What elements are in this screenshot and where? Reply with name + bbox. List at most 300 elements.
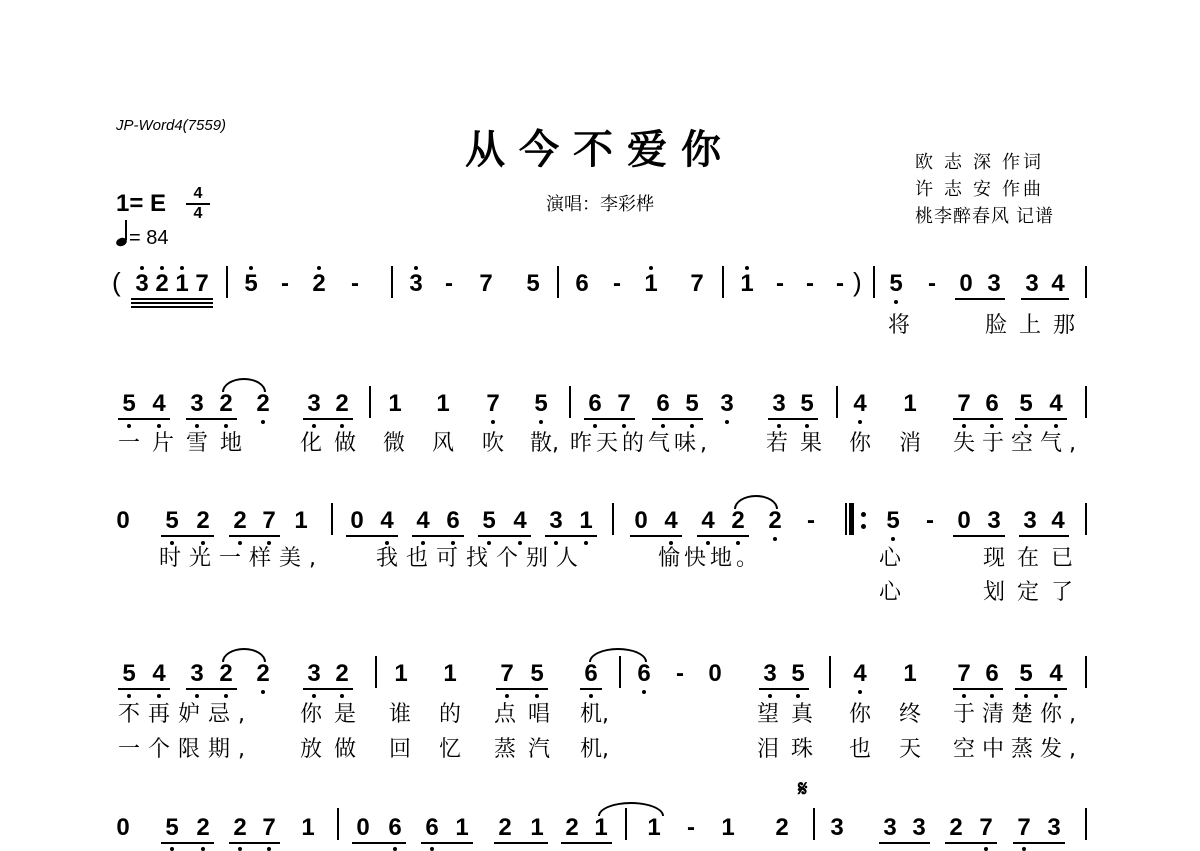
lyric: 于清楚你, (953, 702, 1083, 727)
octave-dot-low (858, 690, 862, 694)
lyric: 终 (899, 702, 934, 727)
lyric: 吹 (482, 431, 517, 456)
note: 5 (482, 507, 496, 534)
beam-underline (161, 535, 214, 537)
octave-dot-low (669, 541, 673, 545)
lyric: 散, (530, 431, 559, 456)
lyric: 放做 (300, 737, 369, 762)
note: 2 (256, 390, 270, 417)
barline (1085, 386, 1087, 418)
beam-underline (131, 302, 213, 304)
octave-dot-low (773, 537, 777, 541)
note: 4 (1051, 507, 1065, 534)
barline (836, 386, 838, 418)
note: 0 (959, 270, 973, 297)
beam-underline (229, 535, 280, 537)
tempo-value: = 84 (129, 227, 169, 249)
lyric: 时光一样美, (159, 546, 324, 571)
dash: - (806, 270, 814, 297)
lyric: 忆 (439, 737, 474, 762)
note: 5 (165, 814, 179, 841)
octave-dot-high (414, 266, 418, 270)
note: 3 (1023, 507, 1037, 534)
octave-dot-low (1024, 694, 1028, 698)
octave-dot-low (984, 847, 988, 851)
note: 5 (122, 390, 136, 417)
lyric: 风 (432, 431, 467, 456)
dash: - (613, 270, 621, 297)
octave-dot-low (201, 847, 205, 851)
beam-underline (412, 535, 464, 537)
dash: - (445, 270, 453, 297)
note: 1 (294, 507, 308, 534)
note: 4 (152, 660, 166, 687)
lyric: 愉快地。 (658, 546, 763, 571)
beam-underline (303, 688, 353, 690)
barline (829, 656, 831, 688)
beam-underline (953, 688, 1003, 690)
note: 7 (479, 270, 493, 297)
note: 2 (768, 507, 782, 534)
beam-underline (161, 842, 214, 844)
note: 7 (1017, 814, 1031, 841)
note: 6 (388, 814, 402, 841)
octave-dot-low (195, 424, 199, 428)
beam-underline (955, 298, 1005, 300)
note: 1 (903, 390, 917, 417)
note: 3 (1025, 270, 1039, 297)
note: 2 (498, 814, 512, 841)
octave-dot-low (127, 424, 131, 428)
note: 5 (244, 270, 258, 297)
note: 6 (656, 390, 670, 417)
octave-dot-low (690, 424, 694, 428)
octave-dot-low (267, 847, 271, 851)
note: 4 (1051, 270, 1065, 297)
octave-dot-low (238, 847, 242, 851)
key-signature: 1= E (116, 190, 167, 217)
note: 5 (122, 660, 136, 687)
octave-dot-low (340, 694, 344, 698)
lyric: 泪珠 (757, 737, 826, 762)
octave-dot-low (157, 424, 161, 428)
note: 5 (1019, 390, 1033, 417)
note: 2 (196, 507, 210, 534)
octave-dot-low (642, 690, 646, 694)
note: 6 (584, 660, 598, 687)
singer-credit: 演唱：李彩桦 (546, 194, 654, 214)
barline (369, 386, 371, 418)
note: 5 (1019, 660, 1033, 687)
beam-underline (494, 842, 548, 844)
note: 5 (800, 390, 814, 417)
lyric: 昨天的气味, (570, 431, 711, 456)
note: 2 (196, 814, 210, 841)
octave-dot-low (1024, 424, 1028, 428)
beam-underline (1013, 842, 1065, 844)
dash: - (926, 507, 934, 534)
note: 3 (135, 270, 149, 297)
note: 1 (388, 390, 402, 417)
note: 3 (1047, 814, 1061, 841)
quarter-note-stem (125, 220, 127, 240)
note: 1 (455, 814, 469, 841)
note: 1 (740, 270, 754, 297)
octave-dot-low (535, 694, 539, 698)
octave-dot-low (796, 694, 800, 698)
note: 4 (1049, 660, 1063, 687)
beam-underline (346, 535, 398, 537)
octave-dot-low (393, 847, 397, 851)
note: 0 (708, 660, 722, 687)
note: 1 (721, 814, 735, 841)
note: 1 (301, 814, 315, 841)
note: 1 (903, 660, 917, 687)
note: 5 (889, 270, 903, 297)
repeat-start-barline (845, 503, 855, 535)
dash: - (807, 507, 815, 534)
barline (873, 266, 875, 298)
dash: - (836, 270, 844, 297)
note: 5 (165, 507, 179, 534)
note: 2 (335, 660, 349, 687)
note: 5 (530, 660, 544, 687)
barline (375, 656, 377, 688)
note: 7 (500, 660, 514, 687)
beam-underline (496, 688, 548, 690)
lyric: 若果 (766, 431, 835, 456)
octave-dot-high (649, 266, 653, 270)
note: 3 (987, 507, 1001, 534)
beam-underline (652, 418, 703, 420)
note: 2 (335, 390, 349, 417)
note: 3 (883, 814, 897, 841)
note: 2 (219, 390, 233, 417)
note: 1 (644, 270, 658, 297)
lyric: 空中蒸发, (953, 737, 1083, 762)
octave-dot-low (518, 541, 522, 545)
octave-dot-low (224, 424, 228, 428)
lyric: 谁 (389, 702, 424, 727)
note: 2 (233, 507, 247, 534)
note: 2 (312, 270, 326, 297)
octave-dot-low (487, 541, 491, 545)
lyric: 心 (879, 546, 914, 571)
barline (612, 503, 614, 535)
note: 6 (446, 507, 460, 534)
octave-dot-high (317, 266, 321, 270)
time-signature-numerator: 4 (193, 185, 203, 202)
note: 0 (957, 507, 971, 534)
beam-underline (229, 842, 280, 844)
lyric: 的 (439, 702, 474, 727)
octave-dot-low (554, 541, 558, 545)
barline (1085, 266, 1087, 298)
note: 1 (394, 660, 408, 687)
note: 3 (987, 270, 1001, 297)
beam-underline (352, 842, 406, 844)
note: 7 (617, 390, 631, 417)
note: 5 (685, 390, 699, 417)
note: 6 (425, 814, 439, 841)
note: 3 (830, 814, 844, 841)
note: 5 (886, 507, 900, 534)
note: 4 (416, 507, 430, 534)
lyric: 点唱 (494, 702, 563, 727)
dash: - (351, 270, 359, 297)
lyric: 失于空气, (953, 431, 1083, 456)
note: 0 (356, 814, 370, 841)
note: 5 (526, 270, 540, 297)
note: 3 (409, 270, 423, 297)
octave-dot-low (593, 424, 597, 428)
barline (337, 808, 339, 840)
note: 7 (957, 390, 971, 417)
octave-dot-low (858, 420, 862, 424)
lyricist-credit: 欧 志 深 作词 (915, 152, 1045, 172)
octave-dot-high (249, 266, 253, 270)
beam-underline (1015, 688, 1067, 690)
note: 1 (594, 814, 608, 841)
octave-dot-low (312, 694, 316, 698)
barline (722, 266, 724, 298)
note: 1 (647, 814, 661, 841)
lyric: 脸上那 (985, 313, 1088, 338)
note: 2 (775, 814, 789, 841)
beam-underline (561, 842, 612, 844)
note: 4 (853, 660, 867, 687)
octave-dot-low (385, 541, 389, 545)
beam-underline (759, 688, 809, 690)
octave-dot-low (661, 424, 665, 428)
octave-dot-low (539, 420, 543, 424)
octave-dot-low (622, 424, 626, 428)
beam-underline (1015, 418, 1067, 420)
beam-underline (186, 688, 237, 690)
note: 1 (579, 507, 593, 534)
octave-dot-high (140, 266, 144, 270)
note: 7 (690, 270, 704, 297)
barline (1085, 656, 1087, 688)
beam-underline (186, 418, 237, 420)
barline (391, 266, 393, 298)
note: 3 (190, 660, 204, 687)
octave-dot-low (1054, 424, 1058, 428)
note: 1 (175, 270, 189, 297)
repeat-dot (861, 512, 866, 517)
note: 1 (530, 814, 544, 841)
octave-dot-low (451, 541, 455, 545)
beam-underline (1021, 298, 1069, 300)
beam-underline (580, 688, 602, 690)
lyric: 将 (888, 313, 923, 338)
barline (813, 808, 815, 840)
octave-dot-low (589, 694, 593, 698)
lyric: 机, (580, 737, 609, 762)
octave-dot-low (340, 424, 344, 428)
beam-underline (118, 688, 170, 690)
beam-underline (421, 842, 473, 844)
lyric: 现在已 (983, 546, 1086, 571)
note: 7 (195, 270, 209, 297)
lyric: 划定了 (983, 580, 1086, 605)
beam-underline (953, 418, 1003, 420)
octave-dot-low (312, 424, 316, 428)
octave-dot-low (201, 541, 205, 545)
note: 6 (985, 660, 999, 687)
lyric: 微 (383, 431, 418, 456)
octave-dot-low (127, 694, 131, 698)
source-label: JP-Word4(7559) (116, 117, 227, 134)
time-signature (186, 186, 210, 222)
note: 7 (979, 814, 993, 841)
note: 2 (155, 270, 169, 297)
lyric: 消 (899, 431, 934, 456)
barline (569, 386, 571, 418)
barline (1085, 503, 1087, 535)
note: 3 (912, 814, 926, 841)
octave-dot-high (160, 266, 164, 270)
note: 4 (853, 390, 867, 417)
lyric: 我也可找个别人 (376, 546, 587, 571)
note: 3 (772, 390, 786, 417)
barline (226, 266, 228, 298)
beam-underline (584, 418, 635, 420)
barline (557, 266, 559, 298)
barline (1085, 808, 1087, 840)
octave-dot-low (421, 541, 425, 545)
beam-underline (945, 842, 997, 844)
note: 0 (634, 507, 648, 534)
close-paren: ) (853, 267, 862, 297)
lyric: 一片雪地 (118, 431, 255, 456)
note: 2 (233, 814, 247, 841)
note: 6 (985, 390, 999, 417)
octave-dot-low (505, 694, 509, 698)
repeat-dot (861, 524, 866, 529)
octave-dot-high (745, 266, 749, 270)
note: 3 (763, 660, 777, 687)
octave-dot-low (195, 694, 199, 698)
note: 3 (307, 390, 321, 417)
note: 1 (436, 390, 450, 417)
barline (331, 503, 333, 535)
octave-dot-high (180, 266, 184, 270)
beam-underline (131, 298, 213, 300)
tempo-marking (116, 224, 168, 250)
octave-dot-low (891, 537, 895, 541)
beam-underline (879, 842, 930, 844)
note: 2 (256, 660, 270, 687)
octave-dot-low (768, 694, 772, 698)
note: 4 (513, 507, 527, 534)
note: 3 (549, 507, 563, 534)
octave-dot-low (261, 420, 265, 424)
lyric: 一个限期, (118, 737, 253, 762)
octave-dot-low (805, 424, 809, 428)
octave-dot-low (170, 847, 174, 851)
octave-dot-low (990, 694, 994, 698)
lyric: 也 (849, 737, 884, 762)
note: 2 (565, 814, 579, 841)
note: 4 (380, 507, 394, 534)
barline (619, 656, 621, 688)
note: 2 (219, 660, 233, 687)
repeat-thin-line (845, 503, 847, 535)
octave-dot-low (725, 420, 729, 424)
lyric: 蒸汽 (494, 737, 563, 762)
beam-underline (630, 535, 682, 537)
note: 5 (534, 390, 548, 417)
beam-underline (697, 535, 749, 537)
song-title: 从今不爱你 (465, 126, 735, 173)
note: 7 (262, 507, 276, 534)
octave-dot-low (1022, 847, 1026, 851)
transcriber-credit: 桃李醉春风 记谱 (915, 206, 1055, 226)
segno-sign: 𝄋 (798, 776, 808, 802)
octave-dot-low (736, 541, 740, 545)
note: 4 (701, 507, 715, 534)
note: 4 (152, 390, 166, 417)
octave-dot-low (267, 541, 271, 545)
dash: - (281, 270, 289, 297)
octave-dot-low (962, 424, 966, 428)
octave-dot-low (238, 541, 242, 545)
beam-underline (545, 535, 597, 537)
octave-dot-low (170, 541, 174, 545)
time-signature-denominator: 4 (193, 205, 203, 222)
beam-underline (478, 535, 531, 537)
octave-dot-low (430, 847, 434, 851)
beam-underline (768, 418, 818, 420)
octave-dot-low (777, 424, 781, 428)
octave-dot-low (261, 690, 265, 694)
note: 0 (116, 507, 130, 534)
beam-underline (953, 535, 1005, 537)
note: 1 (443, 660, 457, 687)
repeat-thick-line (849, 503, 854, 535)
lyric: 心 (879, 580, 914, 605)
note: 6 (637, 660, 651, 687)
dash: - (687, 814, 695, 841)
open-paren: ( (112, 267, 121, 297)
octave-dot-low (491, 420, 495, 424)
note: 2 (949, 814, 963, 841)
note: 5 (791, 660, 805, 687)
dash: - (676, 660, 684, 687)
composer-credit: 许 志 安 作曲 (915, 179, 1045, 199)
dash: - (776, 270, 784, 297)
octave-dot-low (894, 300, 898, 304)
beam-underline (303, 418, 353, 420)
beam-underline (118, 418, 170, 420)
note: 3 (307, 660, 321, 687)
octave-dot-low (1054, 694, 1058, 698)
note: 7 (486, 390, 500, 417)
dash: - (928, 270, 936, 297)
lyric: 天 (899, 737, 934, 762)
octave-dot-low (990, 424, 994, 428)
note: 4 (1049, 390, 1063, 417)
octave-dot-low (706, 541, 710, 545)
lyric: 你是 (300, 702, 369, 727)
note: 3 (720, 390, 734, 417)
lyric: 不再妒忌, (118, 702, 253, 727)
lyric: 你 (849, 702, 884, 727)
barline (625, 808, 627, 840)
note: 2 (731, 507, 745, 534)
lyric: 回 (389, 737, 424, 762)
